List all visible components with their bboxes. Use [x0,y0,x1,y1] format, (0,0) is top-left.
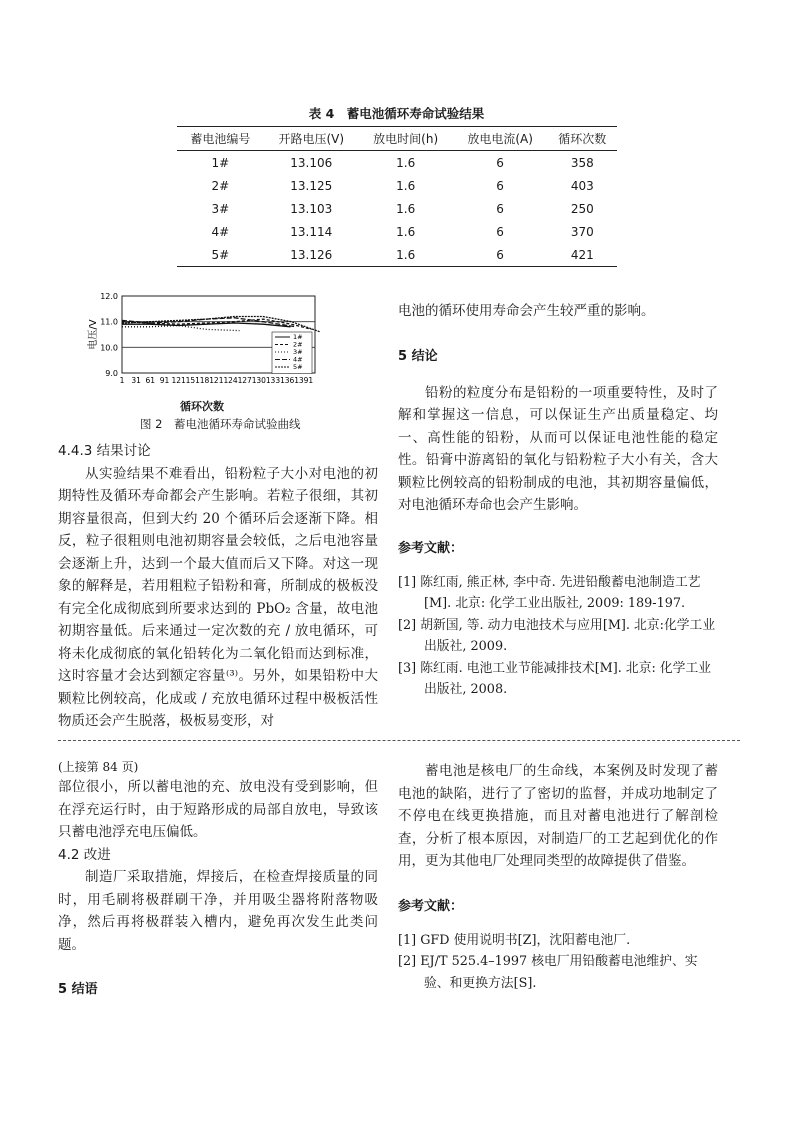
reference-item: [2] EJ/T 525.4–1997 核电厂用铅酸蓄电池维护、实验、和更换方法[S]. [398,954,698,991]
table-header-cell: 循环次数 [558,132,607,146]
table-header-cell: 蓄电池编号 [190,132,251,146]
table-row [177,151,617,175]
reference-item: [1] 陈红雨, 熊正林, 李中奇. 先进铅酸蓄电池制造工艺[M]. 北京: 化学工业出版社, 2009: 189-197. [398,574,701,611]
reference-list [398,572,718,701]
x-tick-label: 121 [171,376,186,385]
legend-label: 5# [293,363,303,371]
table-cell: 1.6 [396,247,416,262]
table-header-cell: 放电时间(h) [373,132,439,146]
x-tick-label: 181 [199,376,215,385]
section-divider [58,740,740,741]
discussion-paragraph: 从实验结果不难看出，铅粉粒子大小对电池的初期特性及循环寿命都会产生影响。若粒子很细，其初期容量很高，但到大约 20 个循环后会逐渐下降。相反，粒子很粗则电池初期容量会较低，之后电池容量会逐渐上升，达到一个最大值而后又下降。对这一现象的解释是，若用粗粒子铅粉和膏，所制成的极板没有完全化成彻底到所要求达到的 PbO₂ 含量，故电池初期容量低。后来通过一定次数的充 / 放电循环，可将未化成彻底的氧化铅转化为二氧化铅而达到标准，这时容量才会达到额定容量⁽³⁾。另外，如果铅粉中大颗粒比例较高，化成或 / 充放电循环过程中极板活性物质还会产生脱落，极板易变形，对 [58,465,378,729]
table-4-caption: 表 4 蓄电池循环寿命试验结果 [308,106,485,121]
table-header-row [177,127,617,151]
y-axis-label: 电压/V [88,319,99,350]
reference-item: [2] 胡新国, 等. 动力电池技术与应用[M]. 北京:化学工业出版社, 2009. [398,617,716,654]
table-cell: 1.6 [396,201,416,216]
legend-label: 3# [293,348,303,356]
figure-2-caption: 图 2 蓄电池循环寿命试验曲线 [140,417,301,431]
table-cell: 6 [496,178,504,193]
y-tick-label: 9.0 [105,369,118,378]
continued-from-note: (上接第 84 页) [58,760,139,774]
table-cell: 1.6 [396,178,416,193]
table-4 [177,126,617,267]
references-title: 参考文献： [398,540,464,556]
table-cell: 6 [496,247,504,262]
reference-list-2 [398,930,718,995]
table-cell: 2# [211,178,230,193]
table-cell: 13.106 [290,155,333,170]
x-tick-label: 151 [185,376,200,385]
table-cell: 421 [570,247,594,262]
section-heading-conclusion: 5 结论 [398,348,438,364]
legend-label: 2# [293,340,303,349]
y-tick-label: 11.0 [100,317,118,327]
x-tick-label: 61 [145,376,156,385]
section-heading-4-2: 4.2 改进 [58,846,111,863]
table-row [177,220,617,243]
table-cell: 6 [496,201,504,216]
table-cell: 4# [211,224,230,239]
table-cell: 403 [570,178,594,193]
right-column-top [398,300,718,701]
table-cell: 1# [211,155,230,170]
series-line [122,326,240,331]
improvement-paragraph: 制造厂采取措施，焊接后，在检查焊接质量的同时，用毛刷将极群刷干净，并用吸尘器将附落物吸净，然后再将极群装入槽内，避免再次发生此类问题。 [58,869,378,953]
table-cell: 6 [496,155,504,170]
table-cell: 6 [496,224,504,239]
cycle-life-chart [60,288,340,408]
table-cell: 250 [570,201,594,216]
table-cell: 13.126 [290,247,333,262]
x-tick-label: 271 [242,376,257,385]
conclusion-paragraph: 铅粉的粒度分布是铅粉的一项重要特性，及时了解和掌握这一信息，可以保证生产出质量稳定、均一、高性能的铅粉，从而可以保证电池性能的稳定性。铅膏中游离铅的氧化与铅粉粒子大小有关，含大颗粒比例较高的铅粉制成的电池，其初期容量偏低，对电池循环寿命也会产生影响。 [398,384,718,513]
section-heading-4-4-3: 4.4.3 结果讨论 [58,443,151,459]
x-tick-label: 1 [119,376,125,385]
x-tick-label: 91 [159,376,170,385]
table-cell: 13.114 [290,224,333,239]
closing-paragraph: 蓄电池是核电厂的生命线，本案例及时发现了蓄电池的缺陷，进行了了密切的监督，并成功地制定了不停电在线更换措施，而且对蓄电池进行了解剖检查，分析了根本原因，对制造厂的工艺起到优化的作用，更为其他电厂处理同类型的故障提供了借鉴。 [398,763,718,869]
table-cell: 358 [570,155,594,170]
x-tick-label: 241 [228,376,243,385]
table-row [177,243,617,267]
chart-xlabel: 循环次数 [180,400,224,413]
table-header-cell: 开路电压(V) [278,132,345,146]
legend-label: 4# [293,355,303,364]
section-heading-closing: 5 结语 [58,982,98,997]
figure-2 [60,288,340,438]
table-row [177,197,617,220]
table-cell: 13.125 [290,178,333,193]
reference-item: [1] GFD 使用说明书[Z]，沈阳蓄电池厂. [398,932,631,948]
x-tick-label: 31 [131,376,141,385]
left-column-bottom [58,758,378,997]
y-tick-label: 12.0 [100,292,118,301]
x-tick-label: 361 [284,376,300,385]
left-column-top [58,440,378,733]
table-header-cell: 放电电流(A) [467,132,533,146]
references-title-2: 参考文献： [398,898,464,914]
table-row [177,174,617,197]
x-tick-label: 391 [298,376,314,385]
table-cell: 1.6 [396,224,416,239]
table-cell: 370 [570,224,594,239]
legend-label: 1# [293,333,303,341]
series-line [122,323,291,327]
right-column-bottom [398,760,718,994]
x-tick-label: 331 [270,376,285,385]
table-cell: 5# [211,247,230,262]
table-cell: 3# [211,201,230,216]
continued-sentence: 电池的循环使用寿命会产生较严重的影响。 [398,303,655,319]
x-tick-label: 211 [213,376,229,385]
table-cell: 1.6 [396,155,416,170]
x-tick-label: 301 [256,376,271,385]
reference-item: [3] 陈红雨. 电池工业节能减排技术[M]. 北京: 化学工业出版社, 2008. [398,660,712,697]
y-tick-label: 10.0 [100,343,118,353]
table-cell: 13.103 [290,201,333,216]
continued-paragraph: 部位很小，所以蓄电池的充、放电没有受到影响，但在浮充运行时，由于短路形成的局部自放电，导致该只蓄电池浮充电压偏低。 [58,779,378,840]
